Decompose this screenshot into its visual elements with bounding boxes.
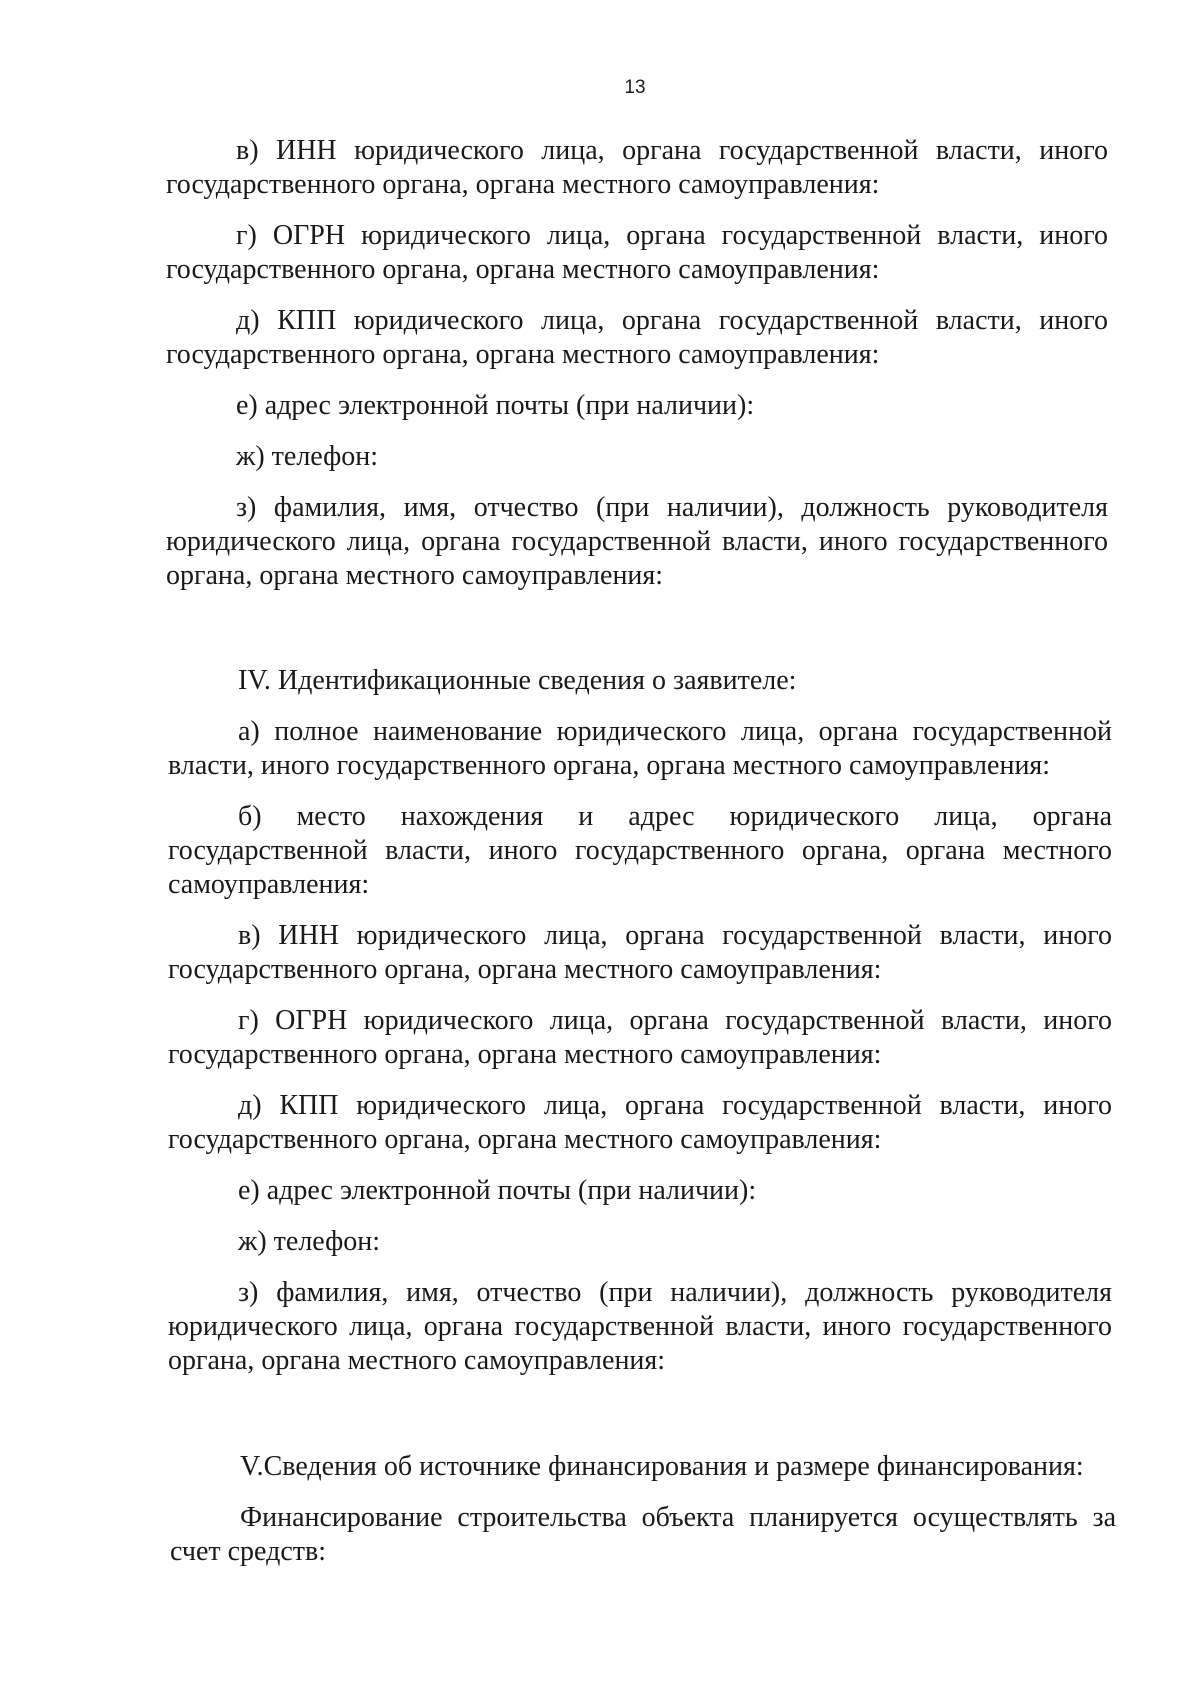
item-phone: ж) телефон: xyxy=(238,1226,380,1257)
item-inn: в) ИНН юридического лица, органа государственной власти, иного государственного органа, органа местного самоуправления: xyxy=(166,135,1108,200)
section-3-continuation xyxy=(166,134,1108,610)
section-4-heading: IV. Идентификационные сведения о заявителе: xyxy=(238,665,797,696)
item-ogrn: г) ОГРН юридического лица, органа государственной власти, иного государственного органа, органа местного самоуправления: xyxy=(166,220,1108,285)
section-5-heading: V.Сведения об источнике финансирования и размере финансирования: xyxy=(240,1451,1084,1482)
item-kpp: д) КПП юридического лица, органа государственной власти, иного государственного органа, органа местного самоуправления: xyxy=(168,1090,1112,1155)
item-email: е) адрес электронной почты (при наличии): xyxy=(236,390,755,421)
financing-paragraph: Финансирование строительства объекта планируется осуществлять за счет средств: xyxy=(170,1502,1116,1567)
section-4-applicant-info xyxy=(168,664,1112,1395)
item-location-address: б) место нахождения и адрес юридического лица, органа государственной власти, иного государственного органа, органа местного самоуправления: xyxy=(168,801,1112,900)
item-email: е) адрес электронной почты (при наличии): xyxy=(238,1175,757,1206)
item-full-name: а) полное наименование юридического лица, органа государственной власти, иного государственного органа, органа местного самоуправления: xyxy=(168,716,1112,781)
item-head-name: з) фамилия, имя, отчество (при наличии), должность руководителя юридического лица, органа государственной власти, иного государственного органа, органа местного самоуправления: xyxy=(168,1277,1112,1376)
item-head-name: з) фамилия, имя, отчество (при наличии), должность руководителя юридического лица, органа государственной власти, иного государственного органа, органа местного самоуправления: xyxy=(166,492,1108,591)
item-kpp: д) КПП юридического лица, органа государственной власти, иного государственного органа, органа местного самоуправления: xyxy=(166,305,1108,370)
item-ogrn: г) ОГРН юридического лица, органа государственной власти, иного государственного органа, органа местного самоуправления: xyxy=(168,1005,1112,1070)
page-number: 13 xyxy=(624,77,646,98)
item-phone: ж) телефон: xyxy=(236,441,378,472)
item-inn: в) ИНН юридического лица, органа государственной власти, иного государственного органа, органа местного самоуправления: xyxy=(168,920,1112,985)
section-5-financing xyxy=(170,1450,1116,1586)
